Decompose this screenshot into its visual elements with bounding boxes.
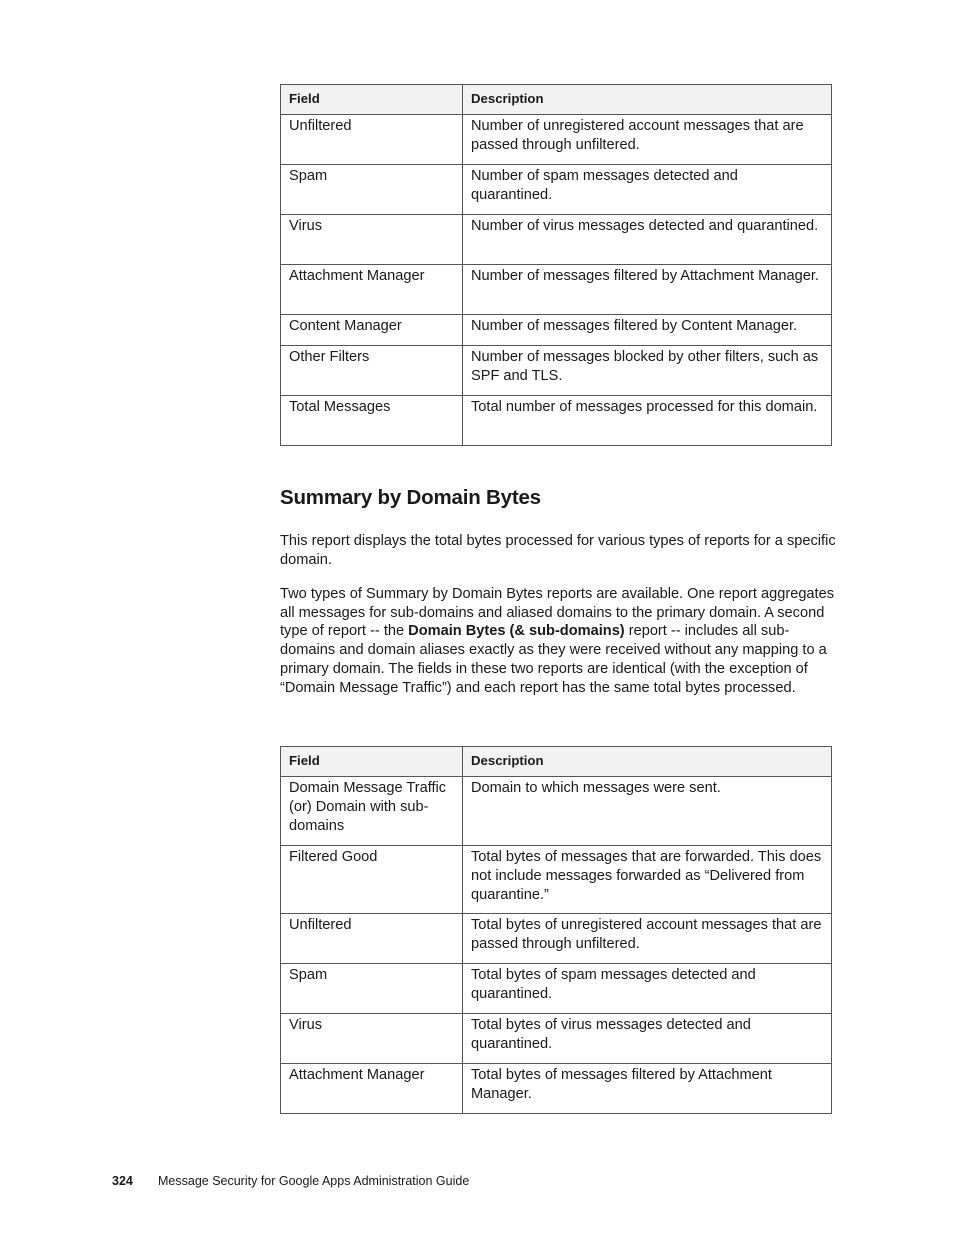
table-row [281,165,832,215]
description-cell: Total bytes of messages filtered by Attachment Manager. [463,1064,832,1114]
description-column-header: Description [463,85,832,115]
description-column-header: Description [463,747,832,777]
table-row [281,265,832,315]
description-cell: Total number of messages processed for this domain. [463,396,832,446]
field-description-table-2 [280,746,832,1114]
table-row [281,964,832,1014]
table-row [281,1064,832,1114]
field-cell: Filtered Good [281,846,463,914]
table-row [281,396,832,446]
field-cell: Unfiltered [281,115,463,165]
field-cell: Unfiltered [281,914,463,964]
report-name-emphasis: Domain Bytes (& sub-domains) [408,623,625,640]
description-cell: Number of messages filtered by Attachment Manager. [463,265,832,315]
table-header-row [281,85,832,115]
table-row [281,846,832,914]
description-cell: Number of unregistered account messages that are passed through unfiltered. [463,115,832,165]
description-cell: Number of spam messages detected and quarantined. [463,165,832,215]
field-cell: Attachment Manager [281,1064,463,1114]
page-footer [112,1174,469,1188]
description-cell: Total bytes of virus messages detected and quarantined. [463,1014,832,1064]
table-row [281,1014,832,1064]
field-cell: Spam [281,165,463,215]
description-cell: Number of messages blocked by other filters, such as SPF and TLS. [463,346,832,396]
table-row [281,115,832,165]
field-cell: Domain Message Traffic (or) Domain with sub-domains [281,777,463,846]
field-cell: Content Manager [281,315,463,346]
description-cell: Total bytes of spam messages detected and quarantined. [463,964,832,1014]
field-column-header: Field [281,85,463,115]
table-row [281,914,832,964]
report-types-text-end: report -- includes all sub-domains and domain aliases exactly as they were received without any mapping to a primary domain. The fields in these two reports are identical (with the exception of “Domain Message Traffic”) and each report has the same total bytes processed. [280,623,827,696]
field-cell: Virus [281,215,463,265]
field-cell: Virus [281,1014,463,1064]
field-cell: Spam [281,964,463,1014]
table-row [281,777,832,846]
field-cell: Other Filters [281,346,463,396]
page-number: 324 [112,1174,133,1188]
description-cell: Total bytes of unregistered account messages that are passed through unfiltered. [463,914,832,964]
field-column-header: Field [281,747,463,777]
description-cell: Number of messages filtered by Content Manager. [463,315,832,346]
table-row [281,346,832,396]
table-row [281,315,832,346]
field-description-table-1 [280,84,832,446]
description-cell: Total bytes of messages that are forwarded. This does not include messages forwarded as “Delivered from quarantine.” [463,846,832,914]
table-header-row [281,747,832,777]
field-cell: Attachment Manager [281,265,463,315]
report-types-paragraph [280,585,842,697]
section-heading: Summary by Domain Bytes [280,486,541,509]
document-title: Message Security for Google Apps Administration Guide [158,1174,470,1188]
intro-paragraph: This report displays the total bytes processed for various types of reports for a specific domain. [280,533,836,568]
field-cell: Total Messages [281,396,463,446]
description-cell: Number of virus messages detected and quarantined. [463,215,832,265]
report-types-text-start: Two types of Summary by Domain Bytes reports are available. One report aggregates all messages for sub-domains and aliased domains to the primary domain. A second type of report -- the [280,586,835,640]
table-row [281,215,832,265]
description-cell: Domain to which messages were sent. [463,777,832,846]
